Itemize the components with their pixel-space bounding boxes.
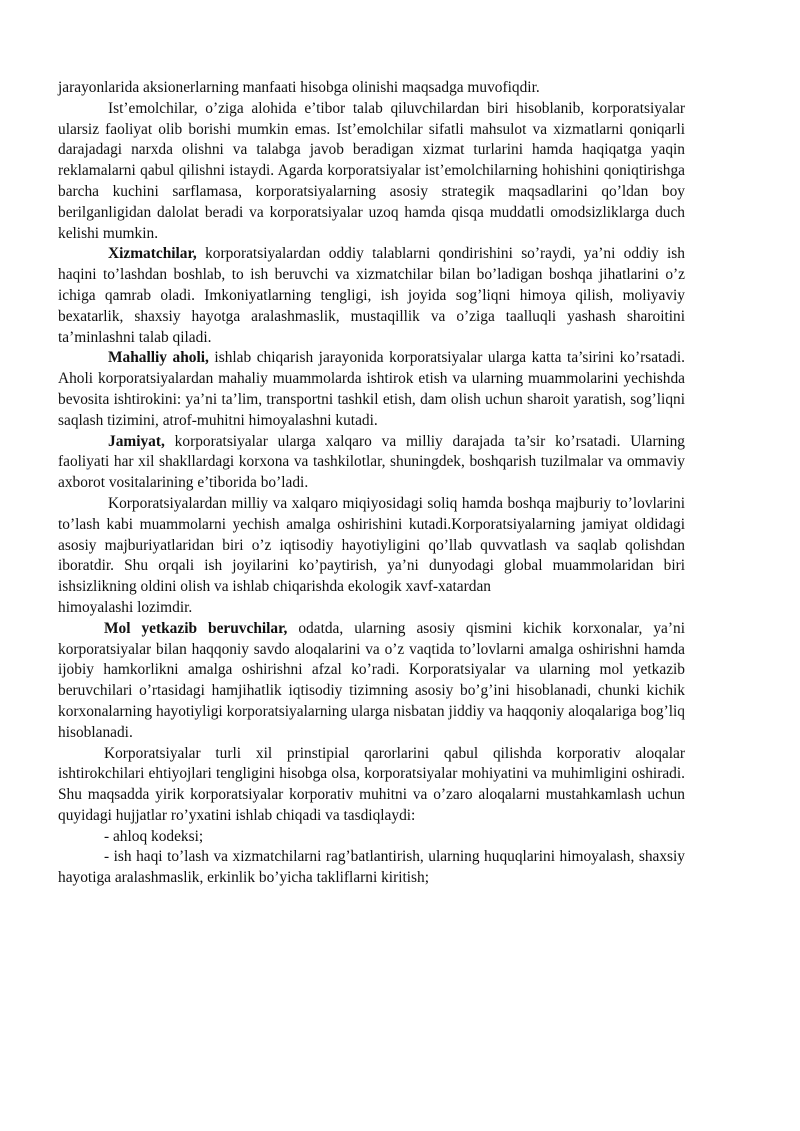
paragraph-employees-text: korporatsiyalardan oddiy talablarni qondirishini so’raydi, ya’ni oddiy ish haqini to’lashdan boshlab, to ish beruvchi va xizmatchilar bilan bo’ladigan boshqa jihatlarini o’z ichiga qamrab oladi. Imkoniyatlarning tengligi, ish joyida sog’liqni himoya qilish, moliyaviy bexatarlik, shaxsiy hayotga aralashmaslik, mustaqillik va o’ziga taalluqli yashash sharoitini ta’minlashni talab qiladi.	[58, 245, 685, 346]
paragraph-society-text: korporatsiyalar ularga xalqaro va milliy darajada ta’sir ko’rsatadi. Ularning faoliyati har xil shakllardagi korxona va tashkilotlar, shuningdek, boshqarish tuzilmalar va ommaviy axborot vositalarining e’tiborida bo’ladi.	[58, 432, 685, 492]
term-local-population: Mahalliy aholi,	[108, 349, 209, 367]
paragraph-local-population	[58, 348, 685, 431]
term-employees: Xizmatchilar,	[108, 245, 197, 263]
paragraph-suppliers	[58, 619, 685, 744]
paragraph-taxes: Korporatsiyalardan milliy va xalqaro miqiyosidagi soliq hamda boshqa majburiy to’lovlarini to’lash kabi muammolarni yechish amalga oshirishini kutadi.Korporatsiyalarning jamiyat oldidagi asosiy majburiyatlaridan biri o’z iqtisodiy hayotiyligini qo’llab quvvatlash va saqlab qolishdan iboratdir. Shu orqali ish joyilarini ko’paytirish, ya’ni dunyodagi global muammolaridan biri ishsizlikning oldini olish va ishlab chiqarishda ekologik xavf-xatardan	[58, 494, 685, 596]
paragraph-employees	[58, 244, 685, 348]
list-item-ethics-code: - ahloq kodeksi;	[104, 827, 204, 845]
term-society: Jamiyat,	[108, 432, 165, 450]
paragraph-principles: Korporatsiyalar turli xil prinstipial qarorlarini qabul qilishda korporativ aloqalar ishtirokchilari ehtiyojlari tengligini hisobga olsa, korporatsiyalar mohiyatini va muhimligini oshiradi. Shu maqsadda yirik korporatsiyalar korporativ muhitni va o’zaro aloqalarni mustahkamlash uchun quyidagi hujjatlar ro’yxatini ishlab chiqadi va tasdiqlaydi:	[58, 744, 685, 824]
term-suppliers: Mol yetkazib beruvchilar,	[104, 619, 288, 637]
paragraph-suppliers-text: odatda, ularning asosiy qismini kichik korxonalar, ya’ni korporatsiyalar bilan haqqoniy savdo aloqalarini va o’z vaqtida to’lovlarni amalga oshirishni hamda ijobiy hamkorlikni amalga oshirishni afzal ko’radi. Korporatsiyalar va ularning mol yetkazib beruvchilari o’rtasidagi hamjihatlik iqtisodiy tizimning asosiy bo’g’ini hisoblanadi, chunki kichik korxonalarning hayotiyligi korporatsiyalarning ularga nisbatan jiddiy va haqqoniy aloqalariga bog’liq hisoblanadi.	[58, 619, 685, 741]
paragraph-local-population-text: ishlab chiqarish jarayonida korporatsiyalar ularga katta ta’sirini ko’rsatadi. Aholi korporatsiyalardan mahaliy muammolarda ishtirok etish va ularning muammolarini yechishda bevosita ishtirokini: ya’ni ta’lim, transportni tashkil etish, dam olish uchun sharoit yaratish, sog’liqni saqlash tizimini, atrof-muhitni himoyalashni kutadi.	[58, 349, 685, 429]
paragraph-taxes-end: himoyalashi lozimdir.	[58, 598, 193, 616]
paragraph-intro-end: jarayonlarida aksionerlarning manfaati hisobga olinishi maqsadga muvofiqdir.	[58, 79, 540, 96]
list-item-wages: - ish haqi to’lash va xizmatchilarni rag’batlantirish, ularning huquqlarini himoyalash, shaxsiy hayotiga aralashmaslik, erkinlik bo’yicha takliflarni kiritish;	[58, 848, 685, 887]
paragraph-society	[58, 432, 685, 494]
paragraph-consumers: Ist’emolchilar, o’ziga alohida e’tibor talab qiluvchilardan biri hisoblanib, korporatsiyalar ularsiz faoliyat olib borishi mumkin emas. Ist’emolchilar sifatli mahsulot va xizmatlarni qoniqarli darajadagi narxda olishni va talabga javob beradigan xizmat turlarini hamda haqiqatga yaqin reklamalarni qabul qilishni istaydi. Agarda korporatsiyalar ist’emolchilarning hohishini qoniqtirishga barcha kuchini sarflamasa, korporatsiyalarning asosiy strategik maqsadlarini qo’ldan boy berilganligidan dalolat beradi va korporatsiyalar uzoq hamda qisqa muddatli omodsizliklarga duch kelishi mumkin.	[58, 99, 685, 242]
document-page	[58, 78, 685, 889]
